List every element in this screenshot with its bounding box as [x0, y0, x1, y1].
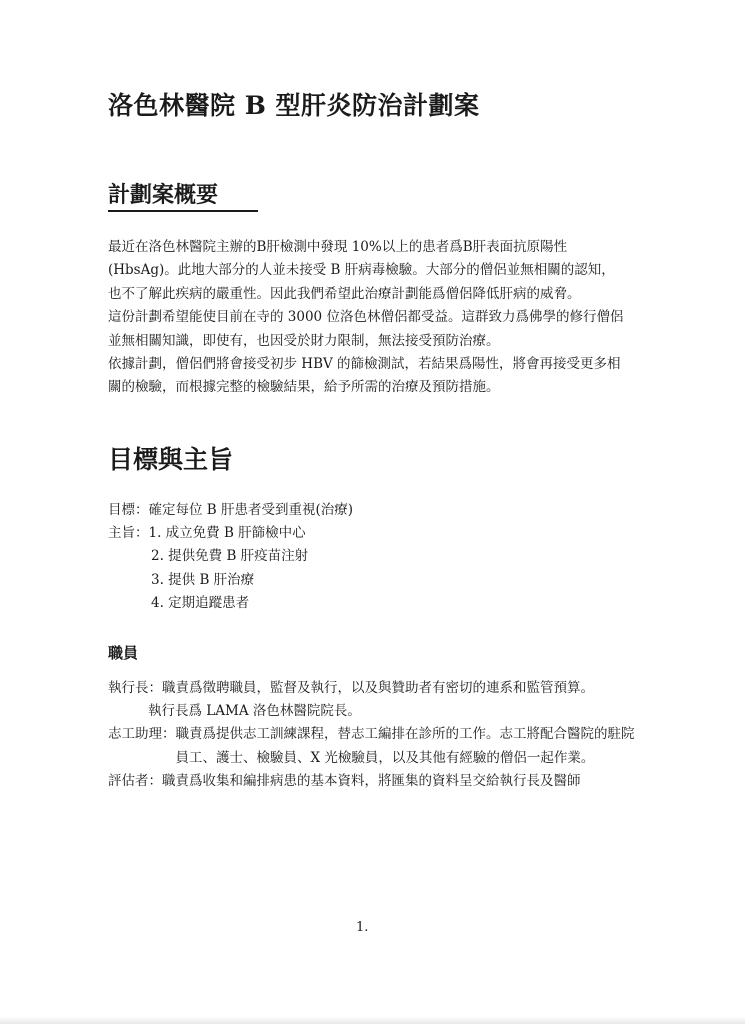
- overview-paragraph-1: 最近在洛色林醫院主辦的B肝檢測中發現 10%以上的患者爲B肝表面抗原陽性(HbsAg)。此地大部分的人並未接受 B 肝病毒檢驗。大部分的僧侶並無相關的認知，也不了解此疾病的嚴重性。因此我們希望此治療計劃能爲僧侶降低肝病的威脅。: [108, 239, 615, 302]
- aims-label: 主旨：: [108, 525, 149, 542]
- aim-row-2: [108, 545, 628, 568]
- staff-role-text: 職責爲徵聘職員，監督及執行，以及與贊助者有密切的連系和監管預算。: [162, 680, 594, 696]
- goals-heading: 目標與主旨: [108, 445, 234, 474]
- overview-heading: 計劃案概要: [108, 178, 258, 212]
- staff-list: [108, 677, 638, 793]
- aim-item: 1. 成立免費 B 肝篩檢中心: [148, 525, 306, 542]
- document-title: 洛色林醫院 B 型肝炎防治計劃案: [108, 91, 480, 120]
- goals-list: [108, 499, 628, 615]
- page-number: 1.: [356, 920, 369, 935]
- staff-entry-ceo: [108, 677, 638, 700]
- aim-row-4: [108, 592, 628, 615]
- staff-heading: 職員: [108, 644, 139, 662]
- goal-text: 確定每位 B 肝患者受到重視(治療): [148, 502, 354, 518]
- overview-paragraph-2: 這份計劃希望能使目前在寺的 3000 位洛色林僧侶都受益。這群致力爲佛學的修行僧侶並無相關知識，即使有，也因受於財力限制，無法接受預防治療。: [108, 309, 624, 349]
- staff-role-continuation: 執行長爲 LAMA 洛色林醫院院長。: [148, 703, 361, 720]
- aim-item: 3. 提供 B 肝治療: [151, 571, 255, 588]
- staff-entry-evaluator: [108, 770, 638, 793]
- scan-edge-shadow: [0, 1016, 745, 1024]
- goal-row: [108, 499, 628, 522]
- overview-paragraph-3: 依據計劃，僧侶們將會接受初步 HBV 的篩檢測試，若結果爲陽性，將會再接受更多相關的檢驗，而根據完整的檢驗結果，給予所需的治療及預防措施。: [108, 356, 621, 396]
- staff-entry-volunteer-assistant: [108, 723, 638, 769]
- aim-item: 4. 定期追蹤患者: [151, 594, 250, 611]
- staff-role-text: 職責爲收集和編排病患的基本資料，將匯集的資料呈交給執行長及醫師: [162, 772, 581, 789]
- aim-row-1: [108, 522, 628, 545]
- staff-role-label: 評估者：: [108, 772, 162, 789]
- aim-row-3: [108, 569, 628, 592]
- staff-role-label: 執行長：: [108, 680, 162, 696]
- staff-role-text: 職責爲提供志工訓練課程，替志工編排在診所的工作。志工將配合醫院的駐院員工、護士、檢驗員、X 光檢驗員，以及其他有經驗的僧侶一起作業。: [175, 726, 635, 766]
- goal-label: 目標：: [108, 502, 149, 518]
- overview-body: [108, 236, 628, 400]
- aim-item: 2. 提供免費 B 肝疫苗注射: [151, 548, 309, 565]
- staff-role-label: 志工助理：: [108, 726, 176, 743]
